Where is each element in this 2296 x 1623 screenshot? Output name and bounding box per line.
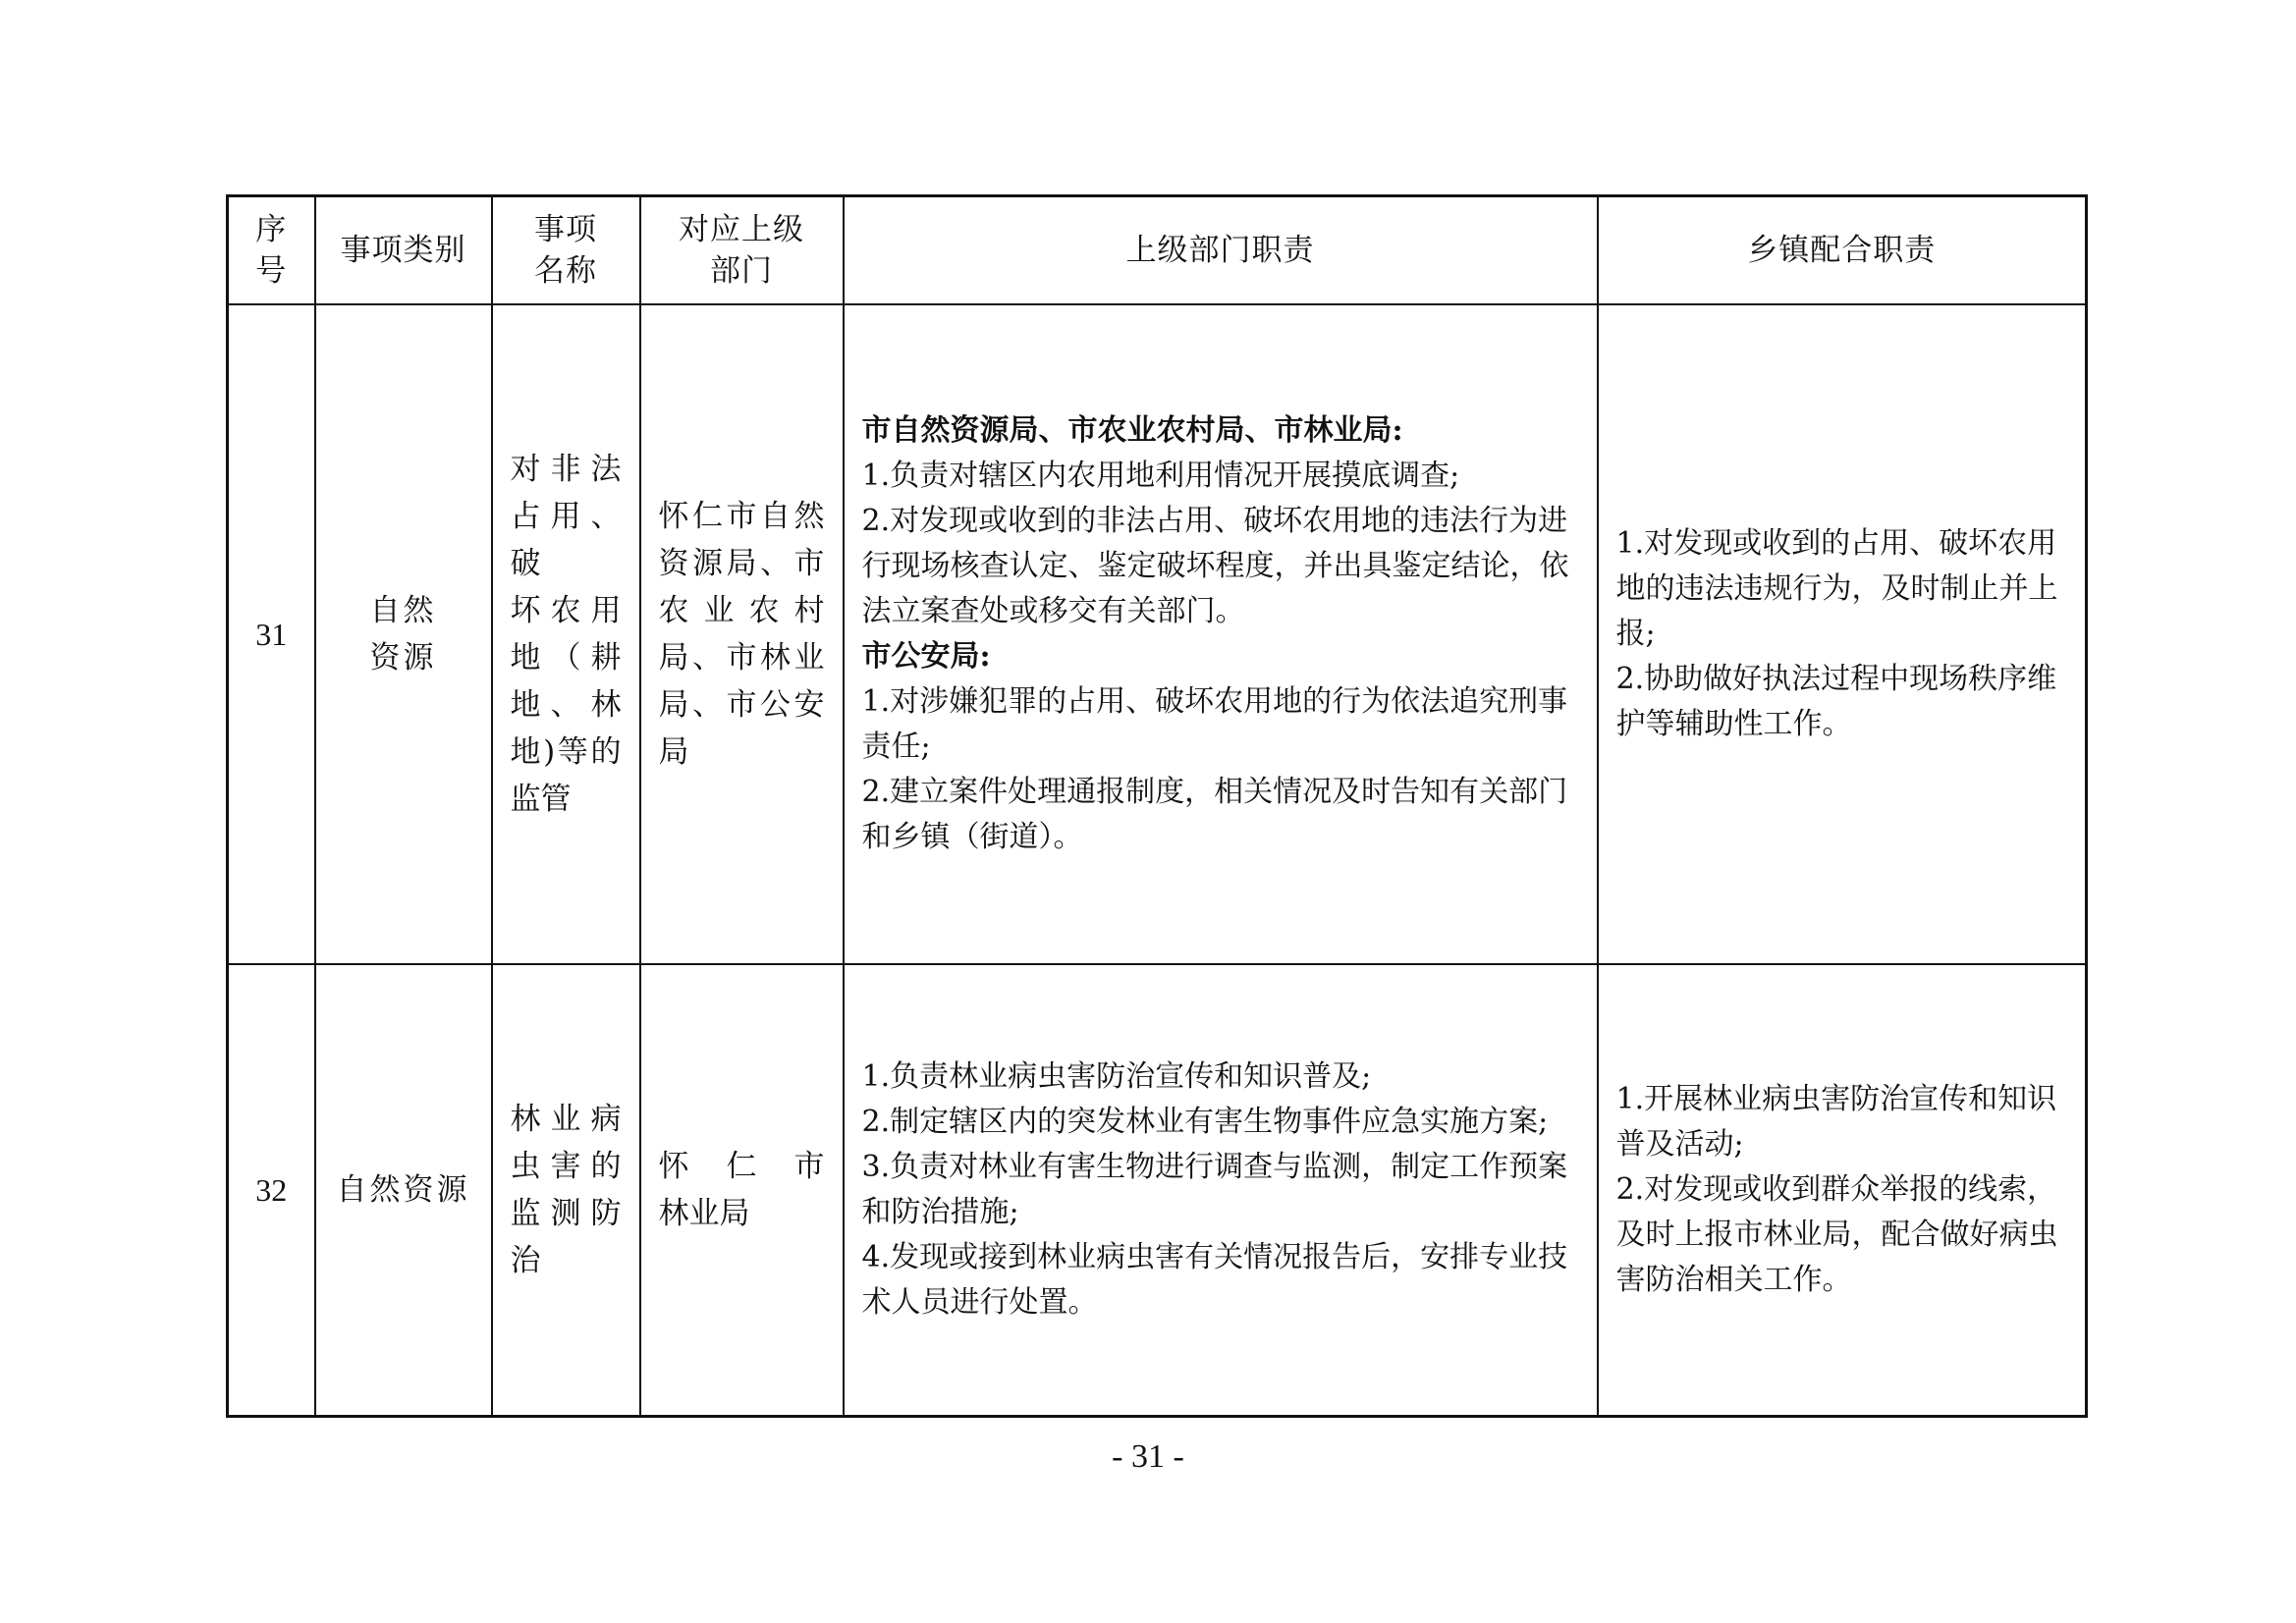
header-no	[228, 196, 315, 305]
row-number: 32	[228, 964, 315, 1417]
item-name-line: 林业病	[510, 1102, 622, 1137]
item-name-line: 虫害的	[510, 1149, 622, 1184]
department-line: 林业局	[658, 1196, 750, 1231]
row-item-name	[492, 964, 640, 1417]
category-line: 资源	[369, 640, 437, 676]
department-line: 怀仁市	[658, 1149, 825, 1184]
duty-item: 2.对发现或收到群众举报的线索，及时上报市林业局，配合做好病虫害防治相关工作。	[1615, 1172, 2058, 1297]
item-name-line: 地)等的	[510, 734, 622, 770]
duty-item: 2.建立案件处理通报制度，相关情况及时告知有关部门和乡镇（街道）。	[861, 775, 1568, 854]
row-item-name	[492, 304, 640, 964]
duty-item: 1.对发现或收到的占用、破坏农用地的违法违规行为，及时制止并上报;	[1615, 526, 2058, 651]
item-name-line: 监测防	[510, 1196, 622, 1231]
duty-item: 1.负责林业病虫害防治宣传和知识普及;	[861, 1059, 1372, 1094]
header-upper-duty: 上级部门职责	[844, 196, 1598, 305]
header-name-line: 事项	[534, 212, 597, 247]
header-town-duty: 乡镇配合职责	[1598, 196, 2087, 305]
item-name-line: 地（耕	[510, 640, 622, 676]
item-name-line: 监管	[510, 782, 572, 817]
header-dept-line: 部门	[710, 253, 773, 289]
row-department	[640, 964, 844, 1417]
header-name-line: 名称	[534, 253, 597, 289]
item-name-line: 治	[510, 1243, 541, 1278]
duty-item: 2.制定辖区内的突发林业有害生物事件应急实施方案;	[861, 1105, 1549, 1139]
department-line: 怀仁市自然	[658, 499, 825, 534]
header-no-line: 号	[255, 253, 288, 289]
row-upper-duty	[844, 304, 1598, 964]
department-line: 局	[658, 734, 689, 770]
department-line: 农业农村	[658, 593, 825, 628]
header-no-line: 序	[255, 212, 288, 247]
department-line: 资源局、市	[658, 546, 825, 581]
duty-table	[226, 194, 2088, 1418]
table-row	[228, 304, 2087, 964]
duty-item: 1.对涉嫌犯罪的占用、破坏农用地的行为依法追究刑事责任;	[861, 684, 1568, 764]
row-number: 31	[228, 304, 315, 964]
agency-heading: 市公安局:	[861, 639, 991, 674]
category-line: 自然资源	[336, 1172, 470, 1208]
duty-item: 1.负责对辖区内农用地利用情况开展摸底调查;	[861, 459, 1460, 493]
table-body	[228, 304, 2087, 1417]
item-name-line: 坏农用	[510, 593, 622, 628]
row-town-duty	[1598, 964, 2087, 1417]
row-upper-duty	[844, 964, 1598, 1417]
duty-item: 1.开展林业病虫害防治宣传和知识普及活动;	[1615, 1082, 2057, 1162]
item-name-line: 占用、破	[510, 499, 622, 581]
agency-heading: 市自然资源局、市农业农村局、市林业局:	[861, 413, 1403, 448]
header-name	[492, 196, 640, 305]
row-town-duty	[1598, 304, 2087, 964]
row-department	[640, 304, 844, 964]
table-header-row	[228, 196, 2087, 305]
duty-item: 2.对发现或收到的非法占用、破坏农用地的违法行为进行现场核查认定、鉴定破坏程度，并出具鉴定结论，依法立案查处或移交有关部门。	[861, 504, 1569, 628]
duty-item: 4.发现或接到林业病虫害有关情况报告后，安排专业技术人员进行处置。	[861, 1240, 1568, 1320]
page-number: - 31 -	[1112, 1438, 1184, 1475]
department-line: 局、市公安	[658, 687, 825, 723]
table-row	[228, 964, 2087, 1417]
department-line: 局、市林业	[658, 640, 825, 676]
row-category	[315, 964, 492, 1417]
item-name-line: 对非法	[510, 452, 622, 487]
item-name-line: 地、林	[510, 687, 622, 723]
header-category: 事项类别	[315, 196, 492, 305]
duty-item: 3.负责对林业有害生物进行调查与监测，制定工作预案和防治措施;	[861, 1150, 1568, 1229]
category-line: 自然	[369, 593, 437, 628]
row-category	[315, 304, 492, 964]
header-dept	[640, 196, 844, 305]
header-dept-line: 对应上级	[679, 212, 804, 247]
duty-item: 2.协助做好执法过程中现场秩序维护等辅助性工作。	[1615, 662, 2057, 741]
